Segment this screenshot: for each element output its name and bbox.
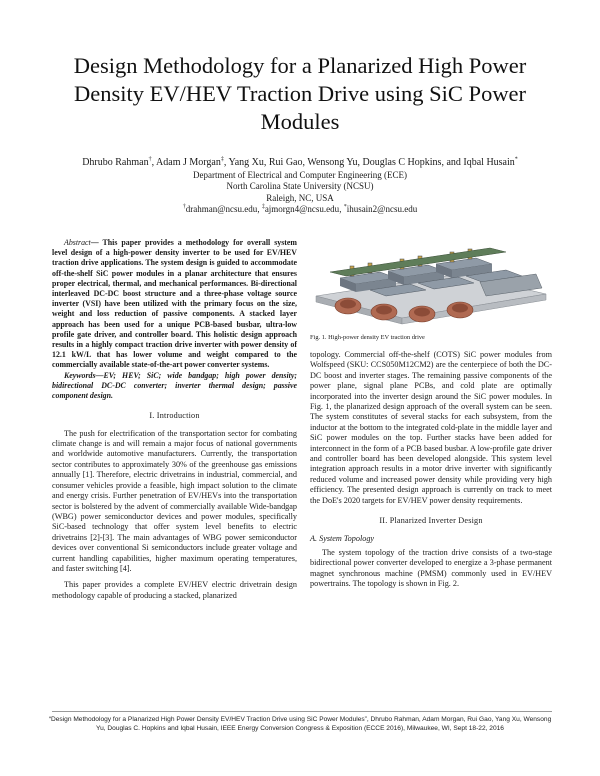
email-link-1[interactable]: drahman@ncsu.edu xyxy=(185,203,258,214)
abstract: Abstract— This paper provides a methodology for overall system level design of a high-power density inverter to be used for EV/HEV traction drive applications. The system design is guided to accommodate off-the-shelf SiC power modules in a planar architecture that ensures proper electrical, thermal, and mechanical performances. Bi-directional interleaved DC-DC boost structure and a three-phase voltage source inverter (VSI) have been utilized with the primary focus on the size, weight and loss reduction of passive components. A stacked layer approach has been used for a unique PCB-based busbar, ultra-low profile gate driver, and controller board. This holistic design approach results in a highly compact traction drive inverter with power density of 12.1 kW/L that has lower volume and weight compared to the commercially available state-of-the-art power converter systems. xyxy=(52,238,297,370)
author-list xyxy=(40,157,560,169)
intro-paragraph-2: This paper provides a complete EV/HEV electric drivetrain design methodology capable of producing a stacked, planarized xyxy=(52,580,297,600)
author-5: Wensong Yu, xyxy=(307,157,363,168)
author-1: Dhrubo Rahman†, xyxy=(82,156,157,168)
body-paragraph-topology: topology. Commercial off-the-shelf (COTS) SiC power modules from Wolfspeed (SKU: CCS050M12CM2) are the centerpiece of both the DC-DC boost and inverter stages. The remaining passive components of the power plane, signal plane PCBs, and cold plate are optimally incorporated into the inverter design around the SiC power modules. In Fig. 1, the planarized design approach of the overall system can be seen. The system constitutes of several stacks for each subsystem, from the inductor at the bottom to the integrated cold-plate in the middle layer and SiC power modules on the top. Further stacks have been added for interconnect in the form of a PCB based busbar. A low-profile gate driver and controller board has been developed alongside. This system level integration approach results in a motor drive inverter with significantly reduced volume and increased power density while providing very high efficiency. The presented design approach is currently on track to meet the DoE's 2020 targets for EV/HEV power density requirements. xyxy=(310,350,552,505)
author-3: Yang Xu, xyxy=(228,157,269,168)
traction-drive-illustration xyxy=(310,238,552,330)
author-7: and Iqbal Husain* xyxy=(446,156,518,168)
subsection-heading-topology: A. System Topology xyxy=(310,533,375,543)
section-heading-planarized-design: II. Planarized Inverter Design xyxy=(379,516,483,526)
body-paragraph-system-topology: The system topology of the traction drive consists of a two-stage bidirectional power converter developed to energize a 3-phase permanent magnet synchronous machine (PMSM) commonly used in EV/HEV powertrains. The topology is shown in Fig. 2. xyxy=(310,547,552,589)
author-4: Rui Gao, xyxy=(268,157,308,168)
footer-divider xyxy=(52,711,552,712)
figure-caption: Fig. 1. High-power density EV traction drive xyxy=(310,334,425,341)
affiliation-university: North Carolina State University (NCSU) xyxy=(226,181,374,192)
author-emails: †drahman@ncsu.edu, ‡ajmorgn4@ncsu.edu, *ihusain2@ncsu.edu xyxy=(182,203,418,214)
email-link-2[interactable]: ajmorgn4@ncsu.edu xyxy=(264,203,340,214)
author-6: Douglas C Hopkins, xyxy=(362,157,447,168)
affiliation xyxy=(120,170,480,215)
paper-title: Design Methodology for a Planarized High Power Density EV/HEV Traction Drive using SiC Power Modules xyxy=(73,53,527,134)
right-column xyxy=(310,350,552,590)
affiliation-dept: Department of Electrical and Computer Engineering (ECE) xyxy=(193,170,407,180)
author-2: Adam J Morgan‡, xyxy=(156,156,229,168)
affiliation-location: Raleigh, NC, USA xyxy=(266,192,334,203)
citation-footer: “Design Methodology for a Planarized High Power Density EV/HEV Traction Drive using SiC Power Modules”, Dhrubo Rahman, Adam Morgan, Rui Gao, Yang Xu, Wensong Yu, Douglas C. Hopkins and Iqbal Husain, IEEE Energy Conversion Congress & Exposition (ECCE 2016), Milwaukee, WI, Sept 18-22, 2016 xyxy=(48,716,552,732)
section-heading-introduction: I. Introduction xyxy=(149,411,200,421)
keywords: Keywords—EV; HEV; SiC; wide bandgap; high power density; bidirectional DC-DC converter; inverter thermal design; passive component design. xyxy=(52,370,297,401)
email-link-3[interactable]: ihusain2@ncsu.edu xyxy=(346,203,418,214)
intro-paragraph-1: The push for electrification of the transportation sector for combating climate change is and will remain a major focus of national governments and worldwide automotive manufacturers. Currently, the transportation sector contributes to approximately 30% of the greenhouse gas emissions annually [1]. Therefore, electric drivetrains in industrial, commercial, and consumer vehicles provide a feasible, high impact solution to the climate and energy crisis. Further penetration of EV/HEVs into the transportation sector is bolstered by the advent of commercially available Wide-bandgap (WBG) power semiconductor devices and power modules, specifically SiC-based technology that offer system level benefits to electric drivetrains [2]-[3]. The main advantages of WBG power semiconductor devices over conventional Si semiconductors include greater voltage and current handling capabilities, higher maximum operating temperatures, and faster switching [4]. xyxy=(52,428,297,573)
figure-traction-drive xyxy=(310,238,552,330)
left-column xyxy=(52,238,297,601)
